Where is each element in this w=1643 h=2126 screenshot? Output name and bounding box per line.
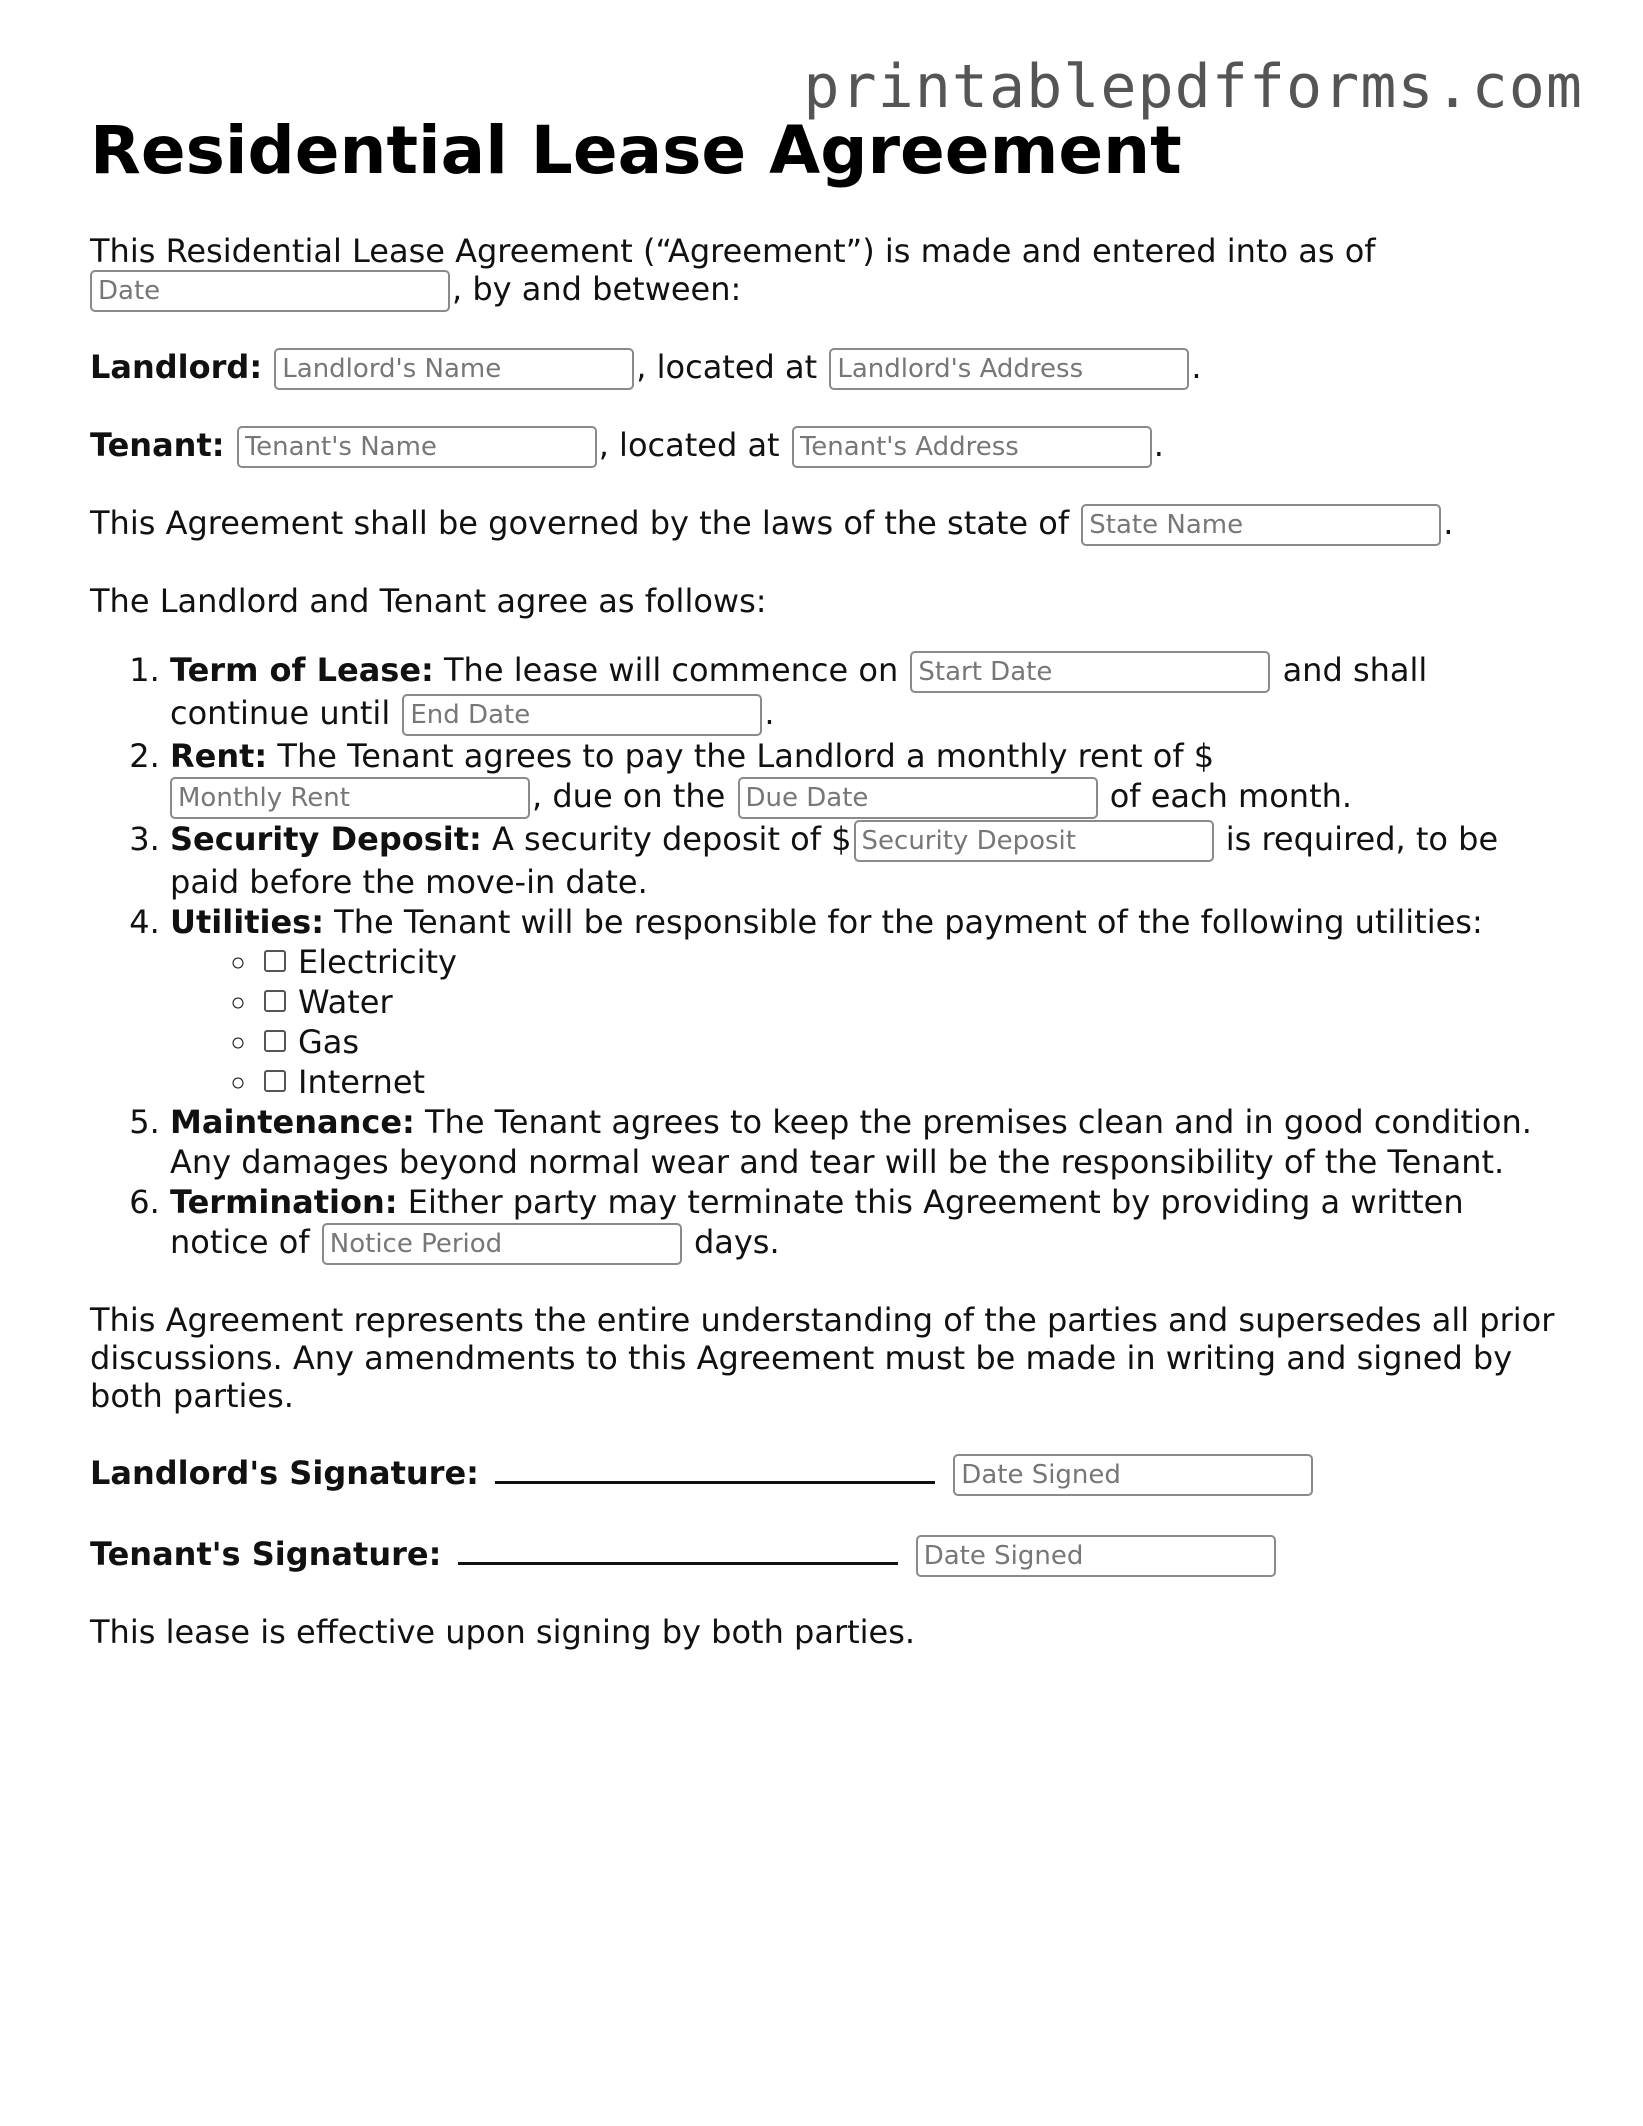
security-deposit-input[interactable] bbox=[854, 820, 1214, 862]
deposit-text-2: is required, to be paid before the move-in date. bbox=[170, 819, 1499, 901]
landlord-line bbox=[90, 348, 1560, 390]
intro-paragraph bbox=[90, 232, 1560, 312]
tenant-date-signed-input[interactable] bbox=[916, 1535, 1276, 1577]
landlord-name-input[interactable] bbox=[274, 348, 634, 390]
intro-text: This Residential Lease Agreement (“Agreement”) is made and entered into as of bbox=[90, 231, 1376, 270]
term-of-lease-text-2: and shall continue until bbox=[170, 650, 1428, 732]
landlord-located-text: , located at bbox=[636, 347, 818, 386]
utilities-label: Utilities: bbox=[170, 902, 324, 941]
maintenance-label: Maintenance: bbox=[170, 1102, 415, 1141]
security-deposit-label: Security Deposit: bbox=[170, 819, 482, 858]
tenant-signature-field[interactable] bbox=[458, 1532, 898, 1565]
landlord-signature-field[interactable] bbox=[495, 1451, 935, 1484]
agreement-date-input[interactable] bbox=[90, 270, 450, 312]
termination-text: Either party may terminate this Agreement by providing a written notice of bbox=[170, 1182, 1464, 1261]
gas-checkbox[interactable] bbox=[264, 1030, 286, 1052]
utility-item bbox=[260, 982, 1560, 1022]
utility-item bbox=[260, 1022, 1560, 1062]
utility-label: Water bbox=[298, 982, 393, 1021]
agree-text: The Landlord and Tenant agree as follows: bbox=[90, 581, 767, 620]
tenant-signature-line bbox=[90, 1532, 1560, 1577]
landlord-signature-line bbox=[90, 1451, 1560, 1496]
monthly-rent-input[interactable] bbox=[170, 777, 530, 819]
watermark: printablepdfforms.com bbox=[803, 52, 1583, 122]
security-deposit-item bbox=[170, 819, 1560, 902]
deposit-text: A security deposit of $ bbox=[491, 819, 852, 858]
tenant-line bbox=[90, 426, 1560, 468]
utilities-item bbox=[170, 902, 1560, 1102]
start-date-input[interactable] bbox=[910, 651, 1270, 693]
page-title: Residential Lease Agreement bbox=[90, 112, 1182, 189]
end-date-input[interactable] bbox=[402, 694, 762, 736]
tenant-signature-label: Tenant's Signature: bbox=[90, 1534, 442, 1573]
effective-text: This lease is effective upon signing by both parties. bbox=[90, 1612, 916, 1651]
notice-period-input[interactable] bbox=[322, 1223, 682, 1265]
lease-document bbox=[90, 112, 1560, 1651]
tenant-end: . bbox=[1153, 425, 1164, 464]
utilities-text: The Tenant will be responsible for the payment of the following utilities: bbox=[334, 902, 1483, 941]
maintenance-item bbox=[170, 1102, 1560, 1182]
term-of-lease-item bbox=[170, 650, 1560, 736]
maintenance-text: The Tenant agrees to keep the premises clean and in good condition. Any damages beyond normal wear and tear will be the responsibility of the Tenant. bbox=[170, 1102, 1532, 1181]
tenant-label: Tenant: bbox=[90, 425, 225, 464]
terms-list bbox=[90, 650, 1560, 1265]
term-of-lease-label: Term of Lease: bbox=[170, 650, 434, 689]
landlord-address-input[interactable] bbox=[829, 348, 1189, 390]
water-checkbox[interactable] bbox=[264, 990, 286, 1012]
termination-text-2: days. bbox=[693, 1222, 780, 1261]
due-date-input[interactable] bbox=[738, 777, 1098, 819]
utility-item bbox=[260, 942, 1560, 982]
rent-text-3: of each month. bbox=[1109, 776, 1353, 815]
tenant-address-input[interactable] bbox=[792, 426, 1152, 468]
utility-label: Electricity bbox=[298, 942, 457, 981]
rent-text: The Tenant agrees to pay the Landlord a monthly rent of $ bbox=[277, 736, 1215, 775]
term-of-lease-end: . bbox=[764, 693, 775, 732]
landlord-signature-label: Landlord's Signature: bbox=[90, 1453, 479, 1492]
state-name-input[interactable] bbox=[1081, 504, 1441, 546]
term-of-lease-text: The lease will commence on bbox=[444, 650, 899, 689]
intro-text-after: , by and between: bbox=[452, 269, 742, 308]
rent-label: Rent: bbox=[170, 736, 268, 775]
tenant-located-text: , located at bbox=[598, 425, 780, 464]
utility-label: Gas bbox=[298, 1022, 360, 1061]
internet-checkbox[interactable] bbox=[264, 1070, 286, 1092]
governing-end: . bbox=[1443, 503, 1454, 542]
governing-text: This Agreement shall be governed by the laws of the state of bbox=[90, 503, 1070, 542]
landlord-label: Landlord: bbox=[90, 347, 263, 386]
utilities-list bbox=[170, 942, 1560, 1102]
utility-label: Internet bbox=[298, 1062, 426, 1101]
termination-label: Termination: bbox=[170, 1182, 398, 1221]
landlord-date-signed-input[interactable] bbox=[953, 1454, 1313, 1496]
utility-item bbox=[260, 1062, 1560, 1102]
entire-agreement-text: This Agreement represents the entire understanding of the parties and supersedes all prior discussions. Any amendments to this Agreement must be made in writing and signed by both parties. bbox=[90, 1300, 1555, 1415]
governing-law-line bbox=[90, 504, 1560, 546]
termination-item bbox=[170, 1182, 1560, 1265]
rent-text-2: , due on the bbox=[532, 776, 726, 815]
landlord-end: . bbox=[1191, 347, 1202, 386]
rent-item bbox=[170, 736, 1560, 819]
electricity-checkbox[interactable] bbox=[264, 950, 286, 972]
tenant-name-input[interactable] bbox=[237, 426, 597, 468]
